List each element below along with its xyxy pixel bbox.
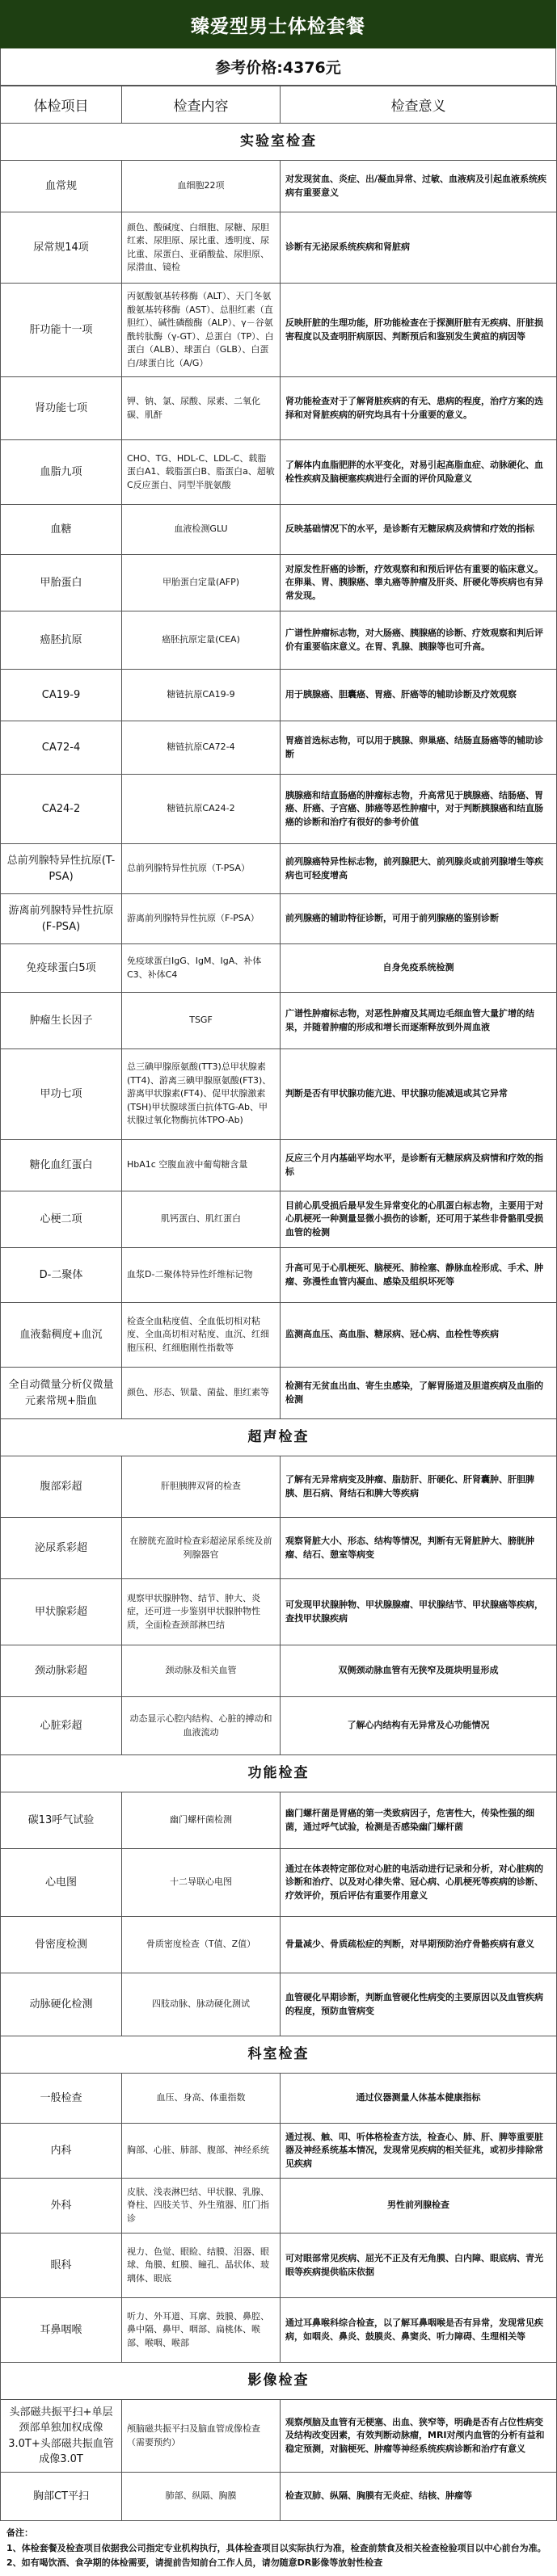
exam-item-meaning: 了解心内结构有无异常及心功能情况: [281, 1697, 557, 1755]
table-header-row: [1, 86, 557, 124]
exam-item-meaning: 肾功能检查对于了解肾脏疾病的有无、患病的程度，治疗方案的选择和对肾脏疾病的研究均具有十分重要的意义。: [281, 377, 557, 440]
exam-item-meaning: 反映基础情况下的水平，是诊断有无糖尿病及病情和疗效的指标: [281, 505, 557, 555]
exam-item-content: 视力、色觉、眼睑、结膜、泪器、眼球、角膜、虹膜、瞳孔、晶状体、玻璃体、眼底: [122, 2234, 281, 2298]
table-row: [1, 775, 557, 844]
exam-item-content: 颈动脉及相关血管: [122, 1645, 281, 1697]
table-row: [1, 2074, 557, 2124]
table-row: [1, 611, 557, 670]
exam-item-name: 全自动微量分析仪微量元素常规+脂血: [1, 1368, 122, 1419]
exam-item-name: CA24-2: [1, 775, 122, 844]
table-row: [1, 212, 557, 284]
table-row: [1, 377, 557, 440]
table-row: [1, 1248, 557, 1303]
table-row: [1, 1518, 557, 1579]
exam-item-meaning: 胃癌首选标志物，可以用于胰腺、卵巢癌、结肠直肠癌等的辅助诊断: [281, 721, 557, 775]
exam-item-content: 胸部、心脏、肺部、腹部、神经系统: [122, 2124, 281, 2179]
reference-price: 参考价格:4376元: [0, 48, 556, 86]
exam-item-name: 心脏彩超: [1, 1697, 122, 1755]
exam-item-content: 颜色、形态、钡量、菌盐、胆红素等: [122, 1368, 281, 1419]
exam-item-content: HbA1c 空腹血液中葡萄糖含量: [122, 1140, 281, 1191]
exam-item-content: 皮肤、浅表淋巴结、甲状腺、乳腺、脊柱、四肢关节、外生殖器、肛门指诊: [122, 2179, 281, 2234]
exam-item-meaning: 检测有无贫血出血、寄生虫感染，了解胃肠道及胆道疾病及血脂的检测: [281, 1368, 557, 1419]
exam-item-meaning: 通过在体表特定部位对心脏的电活动进行记录和分析，对心脏病的诊断和治疗、以及对心律失常、冠心病、心肌梗死等疾病的诊断、疗效评价，预后评估有重要作用意义: [281, 1849, 557, 1917]
exam-item-content: 癌胚抗原定量(CEA): [122, 611, 281, 670]
table-row: [1, 944, 557, 993]
exam-item-name: 眼科: [1, 2234, 122, 2298]
exam-item-meaning: 观察颅脑及血管有无梗塞、出血、狭窄等，明确是否有占位性病变及结构改变因素，有效判断动脉瘤，MRI对颅内血管的分析有益和稳定预测，对脑梗死、肿瘤等神经系统疾病诊断和治疗有意义: [281, 2400, 557, 2473]
exam-item-meaning: 可对眼部常见疾病、屈光不正及有无角膜、白内障、眼底病、青光眼等疾病提供临床依据: [281, 2234, 557, 2298]
exam-item-name: 血脂九项: [1, 440, 122, 505]
exam-item-content: 观察甲状腺肿物、结节、肿大、炎症，还可进一步鉴别甲状腺肿物性质，全面检查颈部淋巴结: [122, 1579, 281, 1645]
exam-item-content: 幽门螺杆菌检测: [122, 1792, 281, 1849]
exam-item-content: 糖链抗原CA72-4: [122, 721, 281, 775]
section-header-row: [1, 1419, 557, 1456]
exam-item-meaning: 观察肾脏大小、形态、结构等情况，判断有无肾脏肿大、膀胱肿瘤、结石、憩室等病变: [281, 1518, 557, 1579]
section-header-row: [1, 2363, 557, 2400]
exam-item-meaning: 幽门螺杆菌是胃癌的第一类致病因子，危害性大，传染性强的细菌，通过呼气试验，检测是否感染幽门螺杆菌: [281, 1792, 557, 1849]
exam-item-name: 甲状腺彩超: [1, 1579, 122, 1645]
exam-item-content: 肺部、纵隔、胸膜: [122, 2473, 281, 2521]
exam-item-name: 胸部CT平扫: [1, 2473, 122, 2521]
note-line: 2、如有喝饮酒、食孕期的体检需要，请提前告知前台工作人员，请勿随意DR影像等放射性检查: [6, 2557, 383, 2569]
exam-item-meaning: 自身免疫系统检测: [281, 944, 557, 993]
notes-title: 备注：: [6, 2528, 33, 2538]
section-header-row: [1, 1755, 557, 1792]
exam-item-meaning: 升高可见于心肌梗死、脑梗死、肺栓塞、静脉血栓形成、手术、肿瘤、弥漫性血管内凝血、感染及组织坏死等: [281, 1248, 557, 1303]
exam-item-name: 肾功能七项: [1, 377, 122, 440]
exam-item-name: 甲功七项: [1, 1049, 122, 1140]
exam-item-content: 十二导联心电图: [122, 1849, 281, 1917]
table-row: [1, 894, 557, 944]
exam-item-content: 糖链抗原CA19-9: [122, 670, 281, 721]
exam-item-content: 检查全血粘度值、全血低切相对粘度、全血高切相对粘度、血沉、红细胞压积、红细胞刚性指数等: [122, 1303, 281, 1368]
exam-item-meaning: 判断是否有甲状腺功能亢进、甲状腺功能减退或其它异常: [281, 1049, 557, 1140]
table-row: [1, 505, 557, 555]
exam-item-name: 肝功能十一项: [1, 284, 122, 377]
exam-item-content: 血压、身高、体重指数: [122, 2074, 281, 2124]
exam-item-meaning: 双侧颈动脉血管有无狭窄及斑块明显形成: [281, 1645, 557, 1697]
table-row: [1, 1917, 557, 1973]
table-row: [1, 555, 557, 611]
table-row: [1, 1140, 557, 1191]
exam-item-name: 血常规: [1, 161, 122, 212]
exam-item-content: 血液检测GLU: [122, 505, 281, 555]
table-row: [1, 1579, 557, 1645]
exam-item-meaning: 目前心肌受损后最早发生异常变化的心肌蛋白标志物，主要用于对心肌梗死一种测量显微小损伤的诊断，还可用于某些非骨骼肌受损血管的检测: [281, 1191, 557, 1248]
exam-item-name: 耳鼻咽喉: [1, 2298, 122, 2363]
table-row: [1, 670, 557, 721]
header-content: 检查内容: [122, 86, 281, 124]
exam-item-content: 血浆D-二聚体特异性纤维标记物: [122, 1248, 281, 1303]
table-row: [1, 161, 557, 212]
package-title: 臻爱型男士体检套餐: [0, 0, 556, 48]
exam-item-content: TSGF: [122, 993, 281, 1049]
exam-item-content: 四肢动脉、脉动硬化测试: [122, 1973, 281, 2036]
header-meaning: 检查意义: [281, 86, 557, 124]
exam-table: [0, 86, 557, 2521]
exam-item-meaning: 通过耳鼻喉科综合检查，以了解耳鼻咽喉是否有异常，发现常见疾病，如咽炎、鼻炎、鼓膜炎、鼻窦炎、听力障碍、生理相关等: [281, 2298, 557, 2363]
exam-item-meaning: 监测高血压、高血脂、糖尿病、冠心病、血栓性等疾病: [281, 1303, 557, 1368]
table-row: [1, 721, 557, 775]
exam-item-meaning: 反映肝脏的生理功能，肝功能检查在于探测肝脏有无疾病、肝脏损害程度以及查明肝病原因、判断预后和鉴别发生黄疸的病因等: [281, 284, 557, 377]
exam-item-meaning: 了解有无异常病变及肿瘤、脂肪肝、肝硬化、肝肾囊肿、肝胆脾胰、胆石病、肾结石和脾大等疾病: [281, 1456, 557, 1518]
exam-item-meaning: 了解体内血脂肥胖的水平变化，对易引起高脂血症、动脉硬化、血栓性疾病及脑梗塞疾病进行全面的评价风险意义: [281, 440, 557, 505]
exam-item-name: 动脉硬化检测: [1, 1973, 122, 2036]
section-title: 科室检查: [1, 2036, 557, 2074]
exam-item-content: 血细胞22项: [122, 161, 281, 212]
notes: [0, 2521, 556, 2576]
exam-item-name: 血液黏稠度+血沉: [1, 1303, 122, 1368]
exam-item-content: 颜色、酸碱度、白细胞、尿糖、尿胆红素、尿胆原、尿比重、透明度、尿比重、尿蛋白、亚硝酸盐、尿胆原、尿潜血、镜检: [122, 212, 281, 284]
exam-item-name: CA72-4: [1, 721, 122, 775]
exam-item-meaning: 广谱性肿瘤标志物，对恶性肿瘤及其周边毛细血管大量扩增的结果，并随着肿瘤的形成和增长而逐渐释放到外周血液: [281, 993, 557, 1049]
exam-item-content: 游离前列腺特异性抗原（F-PSA）: [122, 894, 281, 944]
exam-item-meaning: 男性前列腺检查: [281, 2179, 557, 2234]
table-row: [1, 2400, 557, 2473]
exam-item-name: 内科: [1, 2124, 122, 2179]
table-row: [1, 2124, 557, 2179]
exam-item-name: 骨密度检测: [1, 1917, 122, 1973]
section-title: 超声检查: [1, 1419, 557, 1456]
exam-item-meaning: 用于胰腺癌、胆囊癌、胃癌、肝癌等的辅助诊断及疗效观察: [281, 670, 557, 721]
exam-item-content: CHO、TG、HDL-C、LDL-C、载脂蛋白A1、载脂蛋白B、脂蛋白a、超敏C反应蛋白、同型半胱氨酸: [122, 440, 281, 505]
table-row: [1, 1368, 557, 1419]
section-title: 实验室检查: [1, 124, 557, 161]
exam-item-content: 丙氨酸氨基转移酶（ALT）、天门冬氨酸氨基转移酶（AST）、总胆红素（直胆红）、碱性磷酸酶（ALP）、γ－谷氨酰转肽酶（γ-GT）、总蛋白（TP）、白蛋白（ALB）、球蛋白（GLB）、白蛋白/球蛋白比（A/G）: [122, 284, 281, 377]
table-row: [1, 1456, 557, 1518]
exam-item-content: 骨质密度检查（T值、Z值）: [122, 1917, 281, 1973]
exam-item-content: 在膀胱充盈时检查彩超泌尿系统及前列腺器官: [122, 1518, 281, 1579]
table-row: [1, 2234, 557, 2298]
exam-item-meaning: 血管硬化早期诊断，判断血管硬化性病变的主要原因以及血管疾病的程度，预防血管病变: [281, 1973, 557, 2036]
exam-item-meaning: 胰腺癌和结直肠癌的肿瘤标志物，升高常见于胰腺癌、结肠癌、胃癌、肝癌、子宫癌、肺癌等恶性肿瘤中，对于判断胰腺癌和结直肠癌的诊断和治疗有很好的参考价值: [281, 775, 557, 844]
exam-item-meaning: 检查双肺、纵隔、胸膜有无炎症、结核、肿瘤等: [281, 2473, 557, 2521]
exam-item-meaning: 对发现贫血、炎症、出/凝血异常、过敏、血液病及引起血液系统疾病有重要意义: [281, 161, 557, 212]
table-row: [1, 1049, 557, 1140]
exam-item-meaning: 骨量减少、骨质疏松症的判断，对早期预防治疗骨骼疾病有意义: [281, 1917, 557, 1973]
exam-item-meaning: 广谱性肿瘤标志物，对大肠癌、胰腺癌的诊断、疗效观察和判后评价有重要临床意义。在胃、乳腺、胰腺等也可升高。: [281, 611, 557, 670]
table-row: [1, 2179, 557, 2234]
exam-item-content: 甲胎蛋白定量(AFP): [122, 555, 281, 611]
exam-item-name: 泌尿系彩超: [1, 1518, 122, 1579]
exam-item-name: D-二聚体: [1, 1248, 122, 1303]
note-line: 1、体检套餐及检查项目依据我公司指定专业机构执行，具体检查项目以实际执行为准，检查前禁食及相关检查检验项目以中心前台为准。: [6, 2542, 546, 2553]
exam-item-meaning: 对原发性肝癌的诊断，疗效观察和和预后评估有重要的临床意义。在卵巢、胃、胰腺癌、睾丸癌等肿瘤及肝炎、肝硬化等疾病也有异常发现。: [281, 555, 557, 611]
exam-item-name: CA19-9: [1, 670, 122, 721]
table-row: [1, 2298, 557, 2363]
exam-item-name: 糖化血红蛋白: [1, 1140, 122, 1191]
exam-item-name: 肿瘤生长因子: [1, 993, 122, 1049]
exam-item-content: 钾、钠、氯、尿酸、尿素、二氧化碳、肌酐: [122, 377, 281, 440]
exam-item-meaning: 反应三个月内基础平均水平，是诊断有无糖尿病及病情和疗效的指标: [281, 1140, 557, 1191]
exam-item-name: 血糖: [1, 505, 122, 555]
exam-item-name: 头部磁共振平扫+单层颈部单独加权成像3.0T+头部磁共振血管成像3.0T: [1, 2400, 122, 2473]
exam-item-name: 免疫球蛋白5项: [1, 944, 122, 993]
exam-item-name: 尿常规14项: [1, 212, 122, 284]
table-row: [1, 1973, 557, 2036]
table-row: [1, 1191, 557, 1248]
exam-item-content: 肝胆胰脾双肾的检查: [122, 1456, 281, 1518]
exam-item-meaning: 前列腺癌的辅助特征诊断，可用于前列腺癌的鉴别诊断: [281, 894, 557, 944]
exam-item-content: 总三碘甲腺原氨酸(TT3)总甲状腺素(TT4)、游离三碘甲腺原氨酸(FT3)、游离甲状腺素(FT4)、促甲状腺激素(TSH)甲状腺球蛋白抗体TG-Ab、甲状腺过氧化物酶抗体TPO-Ab): [122, 1049, 281, 1140]
section-title: 影像检查: [1, 2363, 557, 2400]
exam-item-name: 颈动脉彩超: [1, 1645, 122, 1697]
exam-item-name: 总前列腺特异性抗原(T-PSA): [1, 844, 122, 894]
exam-item-name: 游离前列腺特异性抗原(F-PSA): [1, 894, 122, 944]
table-body: [1, 124, 557, 2521]
table-row: [1, 1849, 557, 1917]
table-row: [1, 1792, 557, 1849]
table-row: [1, 2473, 557, 2521]
exam-item-name: 心梗二项: [1, 1191, 122, 1248]
table-row: [1, 1645, 557, 1697]
section-header-row: [1, 2036, 557, 2074]
exam-item-name: 外科: [1, 2179, 122, 2234]
exam-item-content: 颅脑磁共振平扫及脑血管成像检查（需要预约）: [122, 2400, 281, 2473]
table-row: [1, 1303, 557, 1368]
exam-item-meaning: 通过仪器测量人体基本健康指标: [281, 2074, 557, 2124]
table-row: [1, 440, 557, 505]
section-title: 功能检查: [1, 1755, 557, 1792]
exam-item-content: 免疫球蛋白IgG、IgM、IgA、补体C3、补体C4: [122, 944, 281, 993]
exam-item-name: 癌胚抗原: [1, 611, 122, 670]
exam-item-content: 听力、外耳道、耳廓、鼓膜、鼻腔、鼻中隔、鼻甲、咽部、扁桃体、喉部、喉咽、喉部: [122, 2298, 281, 2363]
exam-item-content: 总前列腺特异性抗原（T-PSA）: [122, 844, 281, 894]
section-header-row: [1, 124, 557, 161]
exam-item-meaning: 前列腺癌特异性标志物，前列腺肥大、前列腺炎或前列腺增生等疾病也可轻度增高: [281, 844, 557, 894]
exam-item-name: 甲胎蛋白: [1, 555, 122, 611]
table-row: [1, 844, 557, 894]
exam-item-name: 一般检查: [1, 2074, 122, 2124]
table-row: [1, 1697, 557, 1755]
table-row: [1, 993, 557, 1049]
exam-item-name: 心电图: [1, 1849, 122, 1917]
exam-item-name: 腹部彩超: [1, 1456, 122, 1518]
exam-item-content: 糖链抗原CA24-2: [122, 775, 281, 844]
exam-item-meaning: 可发现甲状腺肿物、甲状腺腺瘤、甲状腺结节、甲状腺癌等疾病，查找甲状腺疾病: [281, 1579, 557, 1645]
header-item: 体检项目: [1, 86, 122, 124]
exam-item-name: 碳13呼气试验: [1, 1792, 122, 1849]
exam-item-content: 动态显示心腔内结构、心脏的搏动和血液流动: [122, 1697, 281, 1755]
exam-item-meaning: 通过视、触、叩、听体格检查方法，检查心、肺、肝、脾等重要脏器及神经系统基本情况，发现常见疾病的相关征兆，或初步排除常见疾病: [281, 2124, 557, 2179]
exam-item-meaning: 诊断有无泌尿系统疾病和肾脏病: [281, 212, 557, 284]
exam-item-content: 肌钙蛋白、肌红蛋白: [122, 1191, 281, 1248]
table-row: [1, 284, 557, 377]
